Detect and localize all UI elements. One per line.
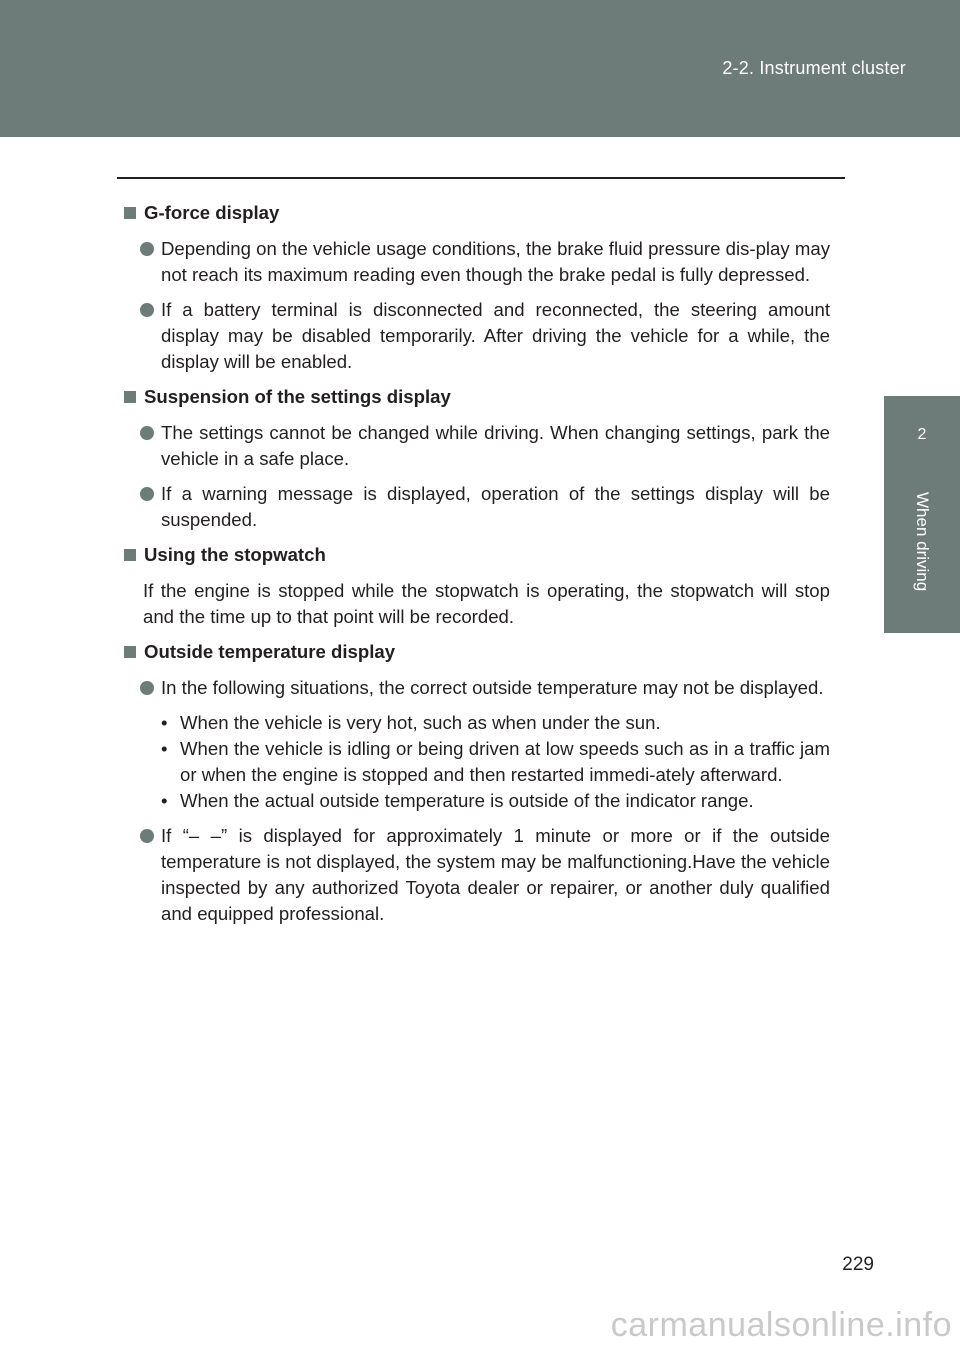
paragraph: If the engine is stopped while the stopwatch is operating, the stopwatch will stop and the time up to that point will be recorded.: [143, 580, 830, 627]
page-header: [0, 0, 960, 137]
section-heading: G-force display: [124, 200, 830, 226]
watermark: carmanualsonline.info: [610, 1306, 952, 1344]
dot-marker: •: [161, 738, 168, 759]
circle-bullet-icon: [140, 303, 154, 317]
section-heading: Outside temperature display: [124, 639, 830, 665]
bullet-item: If a warning message is displayed, operation of the settings display will be suspended.: [124, 481, 830, 533]
list-item: • When the vehicle is very hot, such as when under the sun.: [161, 710, 830, 736]
list-item: • When the vehicle is idling or being driven at low speeds such as in a traffic jam or when the engine is stopped and then restarted immedi-ately afterward.: [161, 738, 830, 785]
square-bullet-icon: [124, 207, 136, 219]
circle-bullet-icon: [140, 487, 154, 501]
square-bullet-icon: [124, 391, 136, 403]
circle-bullet-icon: [140, 242, 154, 256]
bullet-item: Depending on the vehicle usage conditions, the brake fluid pressure dis-play may not reach its maximum reading even though the brake pedal is fully depressed.: [124, 236, 830, 288]
dot-marker: •: [161, 790, 168, 811]
circle-bullet-icon: [140, 829, 154, 843]
square-bullet-icon: [124, 549, 136, 561]
page-number: 229: [842, 1254, 874, 1275]
sub-list: [124, 710, 830, 814]
header-rule: [117, 177, 845, 179]
dot-marker: •: [161, 712, 168, 733]
page-content: [124, 200, 830, 936]
bullet-item: If a battery terminal is disconnected and reconnected, the steering amount display may be disabled temporarily. After driving the vehicle for a while, the display will be enabled.: [124, 297, 830, 375]
chapter-number: 2: [917, 426, 927, 443]
section-title: 2-2. Instrument cluster: [722, 58, 906, 78]
chapter-tab: [884, 396, 960, 633]
bullet-item: In the following situations, the correct outside temperature may not be displayed.: [124, 675, 830, 701]
circle-bullet-icon: [140, 426, 154, 440]
section-heading: Suspension of the settings display: [124, 384, 830, 410]
bullet-item: If “– –” is displayed for approximately 1 minute or more or if the outside temperature is not displayed, the system may be malfunctioning.Have the vehicle inspected by any authorized Toyota dealer or repairer, or another duly qualified and equipped professional.: [124, 823, 830, 927]
list-item: • When the actual outside temperature is outside of the indicator range.: [161, 788, 830, 814]
circle-bullet-icon: [140, 681, 154, 695]
chapter-label: When driving: [913, 492, 932, 592]
square-bullet-icon: [124, 646, 136, 658]
section-heading: Using the stopwatch: [124, 542, 830, 568]
bullet-item: The settings cannot be changed while driving. When changing settings, park the vehicle in a safe place.: [124, 420, 830, 472]
